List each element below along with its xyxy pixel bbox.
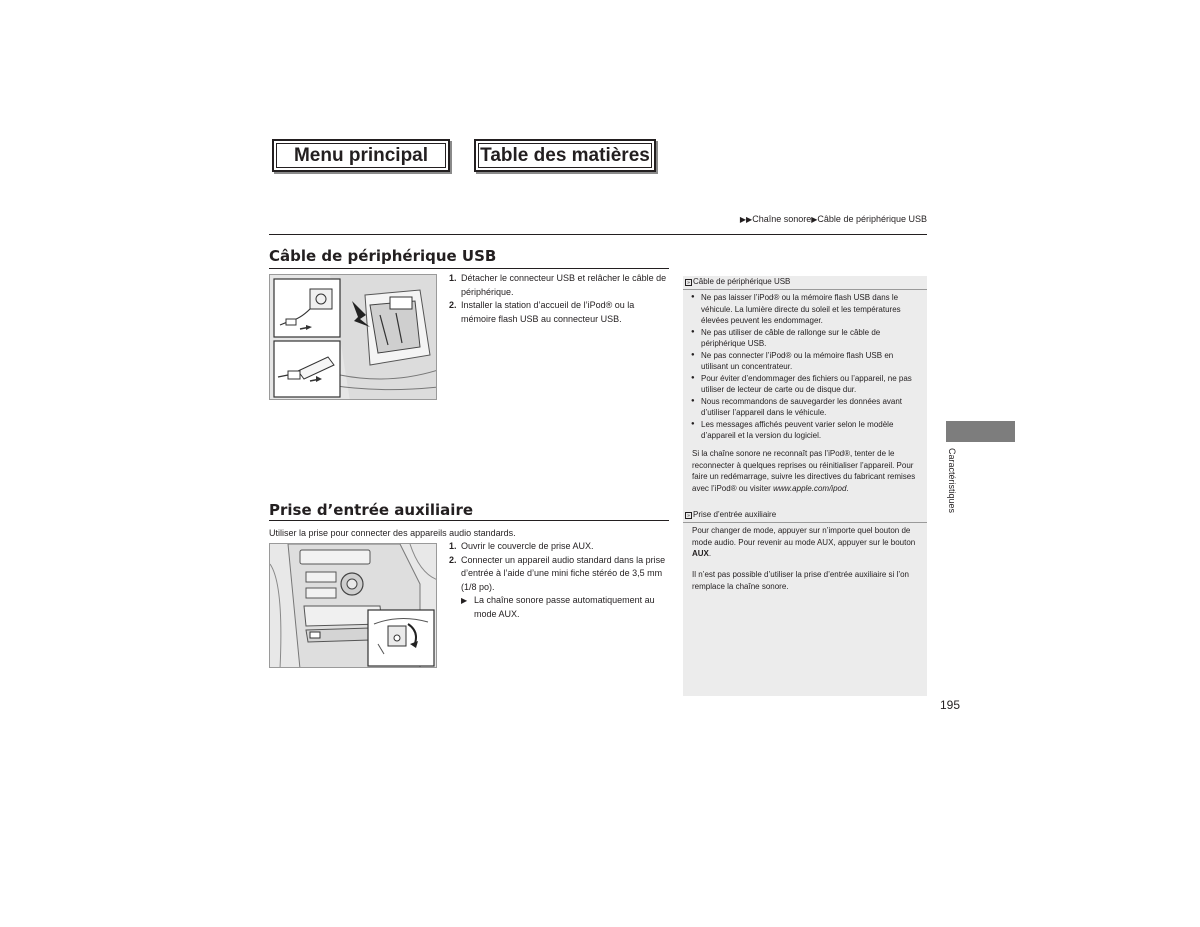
usb-cable-illustration [269, 274, 437, 400]
usb-note-heading [683, 277, 927, 286]
note-bullet: ● Ne pas laisser l’iPod® ou la mémoire flash USB dans le véhicule. La lumière directe du soleil et les températures élevées peuvent les endommager. [691, 292, 919, 327]
chapter-tab-label: Caractéristiques [947, 448, 957, 514]
chapter-tab-marker [946, 421, 1015, 442]
aux-section-heading: Prise d’entrée auxiliaire [269, 501, 474, 519]
usb-steps [449, 272, 671, 326]
aux-note-paragraph-2: Il n’est pas possible d’utiliser la prise d’entrée auxiliaire si l’on remplace la chaîne sonore. [692, 570, 909, 591]
usb-note-bullets [691, 292, 919, 442]
aux-note-end: . [708, 549, 712, 558]
step-number: 1. [449, 273, 457, 283]
breadcrumb-level2: Câble de périphérique USB [817, 214, 927, 224]
step-number: 2. [449, 554, 457, 565]
aux-step [449, 554, 671, 595]
breadcrumb [740, 214, 927, 224]
aux-note-heading [683, 510, 927, 519]
aux-button-name: AUX [692, 549, 709, 558]
usb-note-title: Câble de périphérique USB [693, 277, 791, 286]
toc-label: Table des matières [480, 144, 650, 166]
aux-heading-rule [269, 520, 669, 521]
step-text: Installer la station d’accueil de l’iPod® ou la mémoire flash USB au connecteur USB. [461, 300, 635, 324]
aux-note-rule [683, 522, 927, 523]
note-reference-icon: » [685, 279, 692, 286]
aux-step [449, 540, 671, 554]
usb-note-paragraph [692, 448, 920, 494]
step-text: Détacher le connecteur USB et relâcher le câble de périphérique. [461, 273, 667, 297]
breadcrumb-level1: Chaîne sonore [752, 214, 812, 224]
table-of-contents-button[interactable] [474, 139, 656, 172]
usb-note-end: . [846, 483, 849, 493]
note-reference-icon: » [685, 512, 692, 519]
aux-substep [449, 594, 671, 621]
breadcrumb-arrow-icon: ▶ [811, 215, 818, 224]
usb-note-rule [683, 289, 927, 290]
usb-step [449, 272, 671, 299]
note-bullet: ● Nous recommandons de sauvegarder les données avant d’utiliser l’appareil dans le véhicule. [691, 396, 919, 419]
header-divider [269, 234, 927, 235]
usb-heading-rule [269, 268, 669, 269]
aux-note-title: Prise d’entrée auxiliaire [693, 510, 777, 519]
usb-section-heading: Câble de périphérique USB [269, 247, 497, 265]
breadcrumb-arrow-icon: ▶▶ [739, 215, 753, 224]
step-number: 1. [449, 541, 457, 551]
apple-ipod-link: www.apple.com/ipod [773, 483, 847, 493]
main-menu-button[interactable] [272, 139, 450, 172]
notes-sidebar [683, 276, 927, 696]
substep-text: La chaîne sonore passe automatiquement au mode AUX. [474, 595, 655, 619]
note-bullet: ● Ne pas connecter l’iPod® ou la mémoire flash USB en utilisant un concentrateur. [691, 350, 919, 373]
note-bullet: ● Ne pas utiliser de câble de rallonge sur le câble de périphérique USB. [691, 327, 919, 350]
usb-note-text: Si la chaîne sonore ne reconnaît pas l’iPod®, tenter de le reconnecter à quelques reprises ou réinitialiser l’appareil. Pour faire un redémarrage, suivre les directives du fabricant remises avec l’iPod® ou visiter [692, 449, 916, 493]
step-number: 2. [449, 300, 457, 310]
usb-cable-drawing [270, 275, 437, 400]
aux-note-text: Pour changer de mode, appuyer sur n’importe quel bouton de mode audio. Pour revenir au mode AUX, appuyer sur le bouton [692, 526, 916, 547]
aux-jack-illustration [269, 543, 437, 668]
step-text: Connecter un appareil audio standard dans la prise d’entrée à l’aide d’une mini fiche stéréo de 3,5 mm (1/8 po). [461, 554, 666, 592]
aux-jack-drawing [270, 544, 437, 668]
usb-step [449, 299, 671, 326]
step-text: Ouvrir le couvercle de prise AUX. [461, 541, 594, 551]
page-number: 195 [940, 698, 961, 712]
aux-note-paragraph-1 [692, 525, 920, 560]
aux-intro: Utiliser la prise pour connecter des appareils audio standards. [269, 528, 516, 538]
main-menu-label: Menu principal [293, 144, 429, 166]
note-bullet: ● Pour éviter d’endommager des fichiers ou l’appareil, ne pas utiliser de lecteur de carte ou de disque dur. [691, 373, 919, 396]
note-bullet: ● Les messages affichés peuvent varier selon le modèle d’appareil et la version du logiciel. [691, 419, 919, 442]
aux-steps [449, 540, 671, 621]
result-arrow-icon: ▶ [461, 596, 468, 605]
